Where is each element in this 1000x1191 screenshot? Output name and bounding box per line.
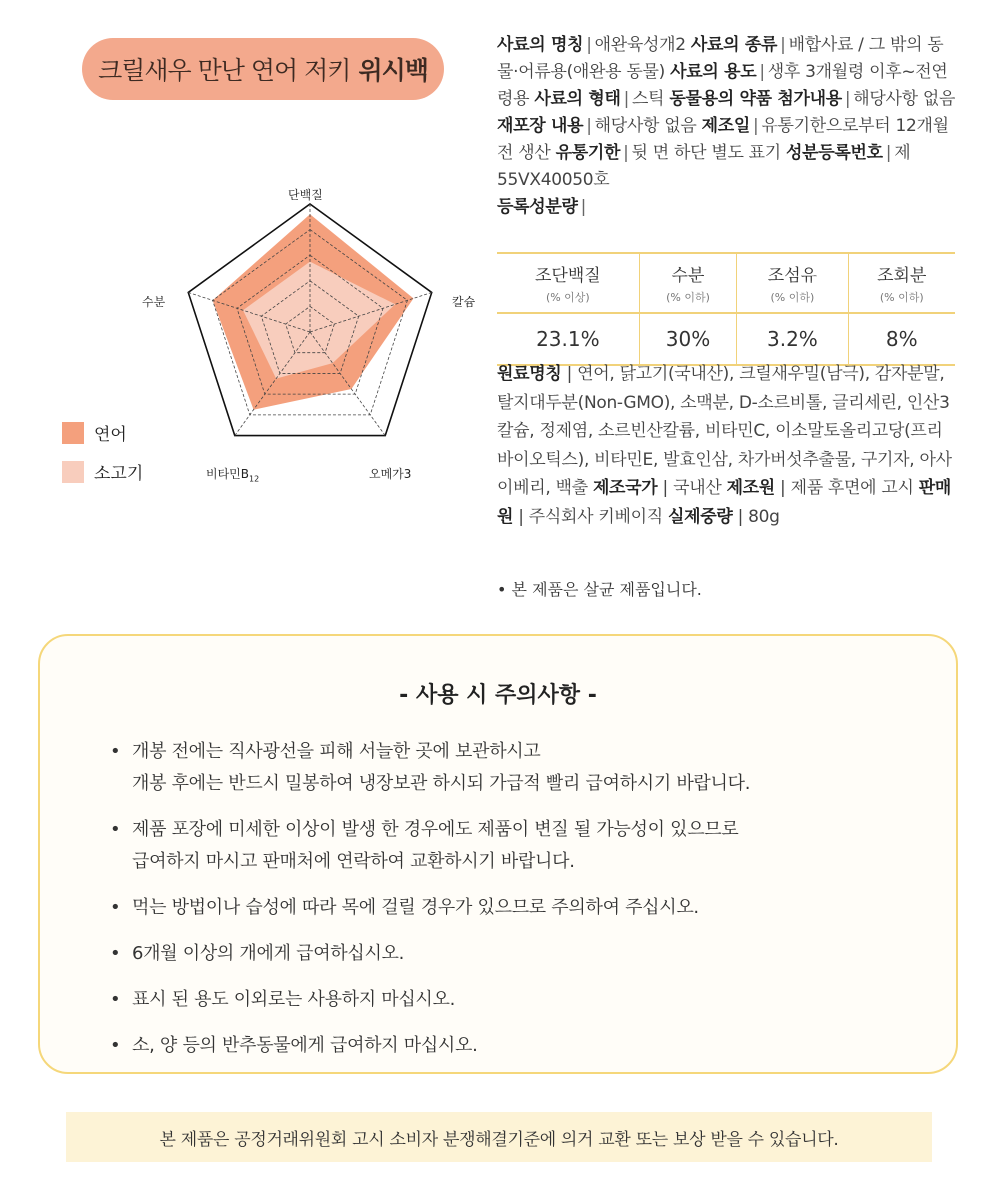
caution-item: • 소, 양 등의 반추동물에게 급여하지 마십시오.: [110, 1030, 930, 1062]
info-key-type: 사료의 종류: [690, 35, 778, 55]
ingredients-key: 원료명칭: [497, 364, 562, 384]
country-value: 국내산: [673, 478, 722, 498]
info-val-use: 생후 3개월령 이후~전연령용: [497, 62, 948, 109]
legend-swatch-beef: [62, 461, 84, 483]
caution-list: [110, 736, 930, 1076]
info-key-use: 사료의 용도: [670, 62, 757, 82]
info-key-form: 사료의 형태: [534, 89, 621, 109]
legend-label-salmon: 연어: [94, 425, 127, 445]
info-val-name: 애완육성개2: [594, 35, 686, 55]
caution-item: • 표시 된 용도 이외로는 사용하지 마십시오.: [110, 984, 930, 1016]
nutrient-value: 8%: [848, 313, 955, 365]
caution-title: - 사용 시 주의사항 -: [399, 683, 597, 708]
nutrient-value: 23.1%: [497, 313, 639, 365]
nutrient-header: 수분 (% 이하): [639, 253, 737, 313]
caution-item: • 개봉 전에는 직사광선을 피해 서늘한 곳에 보관하시고 개봉 후에는 반드시 밀봉하여 냉장보관 하시되 가급적 빨리 급여하시기 바랍니다.: [110, 736, 930, 800]
axis-label-vitb12: 비타민$B_{12}$: [206, 467, 260, 484]
consumer-notice: 본 제품은 공정거래위원회 고시 소비자 분쟁해결기준에 의거 교환 또는 보상 받을 수 있습니다.: [66, 1112, 932, 1162]
info-key-composition: 등록성분량: [497, 197, 578, 217]
info-key-name: 사료의 명칭: [497, 35, 584, 55]
country-key: 제조국가: [592, 478, 658, 498]
nutrient-value: 3.2%: [737, 313, 848, 365]
ingredients-value: 연어, 닭고기(국내산), 크릴새우밀(남극), 감자분말, 탈지대두분(Non-GMO), 소맥분, D-소르비톨, 글리세린, 인산3칼슘, 정제염, 소르빈산칼륨, 비타민C, 이소말토올리고당(프리바이오틱스), 비타민E, 발효인삼, 차가버섯추출물, 구기자, 아사이베리, 백출: [497, 364, 952, 498]
legend-label-beef: 소고기: [94, 464, 144, 484]
info-key-mfgdate: 제조일: [701, 116, 750, 136]
info-val-form: 스틱: [632, 89, 665, 109]
nutrient-header: 조단백질 (% 이상): [497, 253, 639, 313]
legend-swatch-salmon: [62, 422, 84, 444]
axis-label-protein: 단백질: [288, 188, 323, 202]
nutrient-header: 조회분 (% 이하): [848, 253, 955, 313]
caution-item: • 6개월 이상의 개에게 급여하십시오.: [110, 938, 930, 970]
product-title-bold: 위시백: [358, 56, 428, 85]
maker-key: 제조원: [726, 478, 775, 498]
weight-key: 실제중량: [667, 506, 733, 527]
maker-value: 제품 후면에 고시: [790, 478, 914, 498]
info-val-expiry: 뒷 면 하단 별도 표기: [631, 143, 781, 163]
caution-item: • 먹는 방법이나 습성에 따라 목에 걸릴 경우가 있으므로 주의하여 주십시오.: [110, 892, 930, 924]
seller-value: 주식회사 키베이직: [528, 506, 663, 527]
seller-key: 판매원: [497, 478, 951, 527]
info-val-repack: 해당사항 없음: [594, 116, 697, 136]
caution-item: • 제품 포장에 미세한 이상이 발생 한 경우에도 제품이 변질 될 가능성이 있으므로 급여하지 마시고 판매처에 연락하여 교환하시기 바랍니다.: [110, 814, 930, 878]
radar-svg: [140, 180, 500, 490]
legend-item-salmon: [62, 420, 143, 445]
radar-chart: [140, 180, 500, 490]
info-key-drug: 동물용의 약품 첨가내용: [669, 89, 842, 109]
axis-label-omega3: 오메가3: [369, 467, 412, 481]
info-val-type: 배합사료 / 그 밖의 동물·어류용(애완용 동물): [497, 35, 944, 82]
info-val-regno: 제55VX40050호: [497, 143, 911, 190]
sterilized-note: • 본 제품은 살균 제품입니다.: [497, 580, 702, 599]
info-key-expiry: 유통기한: [555, 143, 621, 163]
caution-box: [38, 634, 958, 1074]
info-val-drug: 해당사항 없음: [853, 89, 956, 109]
info-key-regno: 성분등록번호: [786, 143, 883, 163]
axis-label-water: 수분: [142, 295, 166, 309]
axis-label-calcium: 칼슘: [452, 295, 476, 309]
ingredients-block: 원료명칭 | 연어, 닭고기(국내산), 크릴새우밀(남극), 감자분말, 탈지대두분(Non-GMO), 소맥분, D-소르비톨, 글리세린, 인산3칼슘, 정제염, 소르빈산칼륨, 비타민C, 이소말토올리고당(프리바이오틱스), 비타민E, 발효인삼, 차가버섯추출물, 구기자, 아사이베리, 백출 제조국가 | 국내산 제조원 | 제품 후면에 고시 판매원 | 주식회사 키베이직 실제중량 | 80g: [497, 364, 952, 527]
chart-legend: [62, 420, 143, 498]
weight-value: 80g: [748, 506, 780, 527]
nutrient-table: [497, 252, 955, 366]
product-title: 크릴새우 만난 연어 저키: [98, 56, 351, 85]
info-val-mfgdate: 유통기한으로부터 12개월 전 생산: [497, 116, 949, 163]
product-title-pill: [82, 38, 444, 100]
legend-item-beef: [62, 459, 143, 484]
info-key-repack: 재포장 내용: [497, 116, 584, 136]
nutrient-header: 조섬유 (% 이하): [737, 253, 848, 313]
feed-info: 사료의 명칭 | 애완육성개2 사료의 종류 | 배합사료 / 그 밖의 동물·어류용(애완용 동물) 사료의 용도 | 생후 3개월령 이후~전연령용 사료의 형태 | 스틱 동물용의 약품 첨가내용 | 해당사항 없음 재포장 내용 | 해당사항 없음 제조일 | 유통기한으로부터 12개월 전 생산 유통기한 | 뒷 면 하단 별도 표기 성분등록번호 | 제55VX40050호 등록성분량 |: [497, 35, 956, 217]
nutrient-value: 30%: [639, 313, 737, 365]
